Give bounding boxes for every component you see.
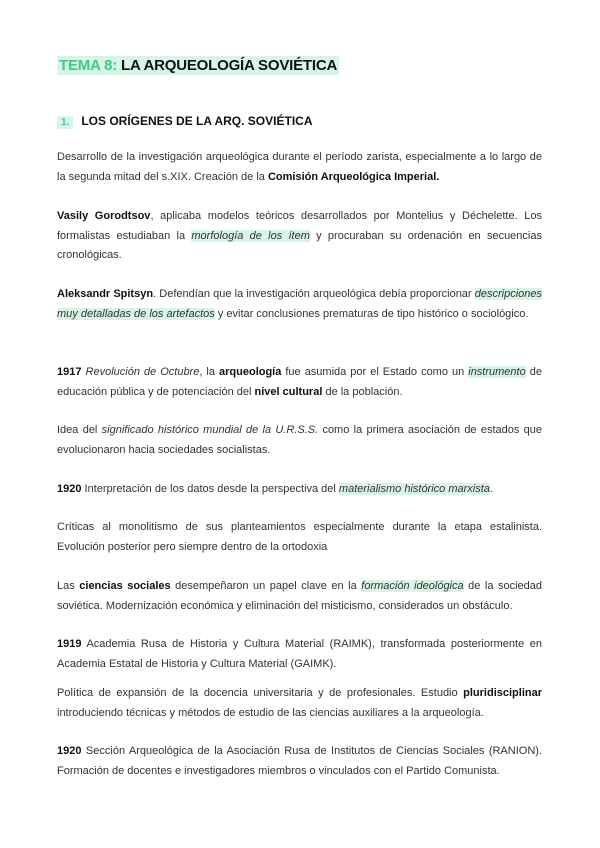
text: como la primera asociación de estados que evolucionaron hacia sociedades socialistas. — [57, 424, 543, 456]
paragraph-9 — [57, 635, 542, 674]
highlighted-text: instrumento — [468, 366, 526, 378]
paragraph-7 — [57, 518, 542, 557]
year: 1920 — [57, 745, 82, 757]
bold-text: pluridisciplinar — [463, 687, 542, 699]
highlighted-text: descripciones muy detalladas de los artefactos — [57, 288, 542, 320]
year: 1917 — [57, 366, 82, 378]
paragraph-11 — [57, 742, 542, 781]
bold-text: Vasily Gorodtsov — [57, 210, 151, 222]
paragraph-1 — [57, 148, 542, 187]
bold-text: nivel cultural — [254, 385, 323, 398]
bold-text: Aleksandr Spitsyn — [57, 288, 154, 300]
text: de la población. — [322, 385, 403, 398]
italic-text: significado histórico mundial de la U.R.S.S. — [101, 424, 319, 436]
bold-text: arqueología — [219, 366, 282, 378]
section-number: 1. — [57, 116, 73, 129]
text: Sección Arqueológica de la Asociación Rusa de Institutos de Ciencias Sociales (RANION). Formación de docentes e investigadores miembros o vinculados con el Partido Comunista. — [57, 745, 542, 777]
text: de la sociedad soviética. Modernización económica y eliminación del misticismo, considerados un obstáculo. — [57, 580, 543, 612]
year: 1919 — [57, 638, 82, 650]
paragraph-4 — [57, 363, 542, 402]
bold-text: Comisión Arqueológica Imperial — [267, 170, 437, 183]
text: desempeñaron un papel clave en la — [170, 580, 362, 592]
text: introduciendo técnicas y métodos de estudio de las ciencias auxiliares a la arqueología. — [57, 706, 484, 719]
text: , aplicaba modelos teóricos desarrollados por Montelius y Déchelette. Los formalistas estudiaban la — [57, 210, 542, 242]
section-heading — [57, 114, 312, 128]
text: , la — [199, 366, 220, 378]
title-number: TEMA 8: — [59, 57, 118, 74]
text: Interpretación de los datos desde la perspectiva del — [81, 483, 339, 495]
text: de educación pública y de potenciación del — [57, 366, 542, 398]
text: Academia Rusa de Historia y Cultura Material (RAIMK), transformada posteriormente en Academia Estatal de Historia y Cultura Material (GAIMK). — [57, 638, 542, 670]
highlighted-text: formación ideológica — [361, 580, 464, 592]
text: Política de expansión de la docencia universitaria y de profesionales. Estudio — [57, 687, 464, 699]
text: Desarrollo de la investigación arqueológica durante el período zarista, especialmente a lo largo de la segunda mitad del s.XIX. Creación de la — [57, 151, 542, 183]
paragraph-10 — [57, 684, 542, 723]
year: 1920 — [57, 483, 82, 495]
text: y procuraban su ordenación en secuencias cronológicas. — [57, 229, 542, 261]
paragraph-8 — [57, 577, 542, 616]
paragraph-2 — [57, 207, 542, 266]
highlighted-text: morfología de los ítem — [191, 229, 310, 242]
text: fue asumida por el Estado como un — [281, 366, 469, 378]
italic-text: Revolución de Octubre — [85, 366, 200, 378]
text: Idea del — [57, 424, 102, 436]
text: . Defendían que la investigación arqueológica debía proporcionar — [153, 288, 475, 300]
section-title: LOS ORÍGENES DE LA ARQ. SOVIÉTICA — [81, 114, 313, 128]
text: Críticas al monolitismo de sus planteamientos especialmente durante la etapa estalinista. Evolución posterior pero siempre dentro de la ortodoxia — [57, 521, 542, 553]
paragraph-3 — [57, 285, 542, 324]
title-text: LA ARQUEOLOGÍA SOVIÉTICA — [121, 57, 338, 74]
text: y evitar conclusiones prematuras de tipo histórico o sociológico. — [214, 307, 529, 320]
page-title — [57, 57, 339, 74]
paragraph-6 — [57, 480, 542, 500]
text: . — [489, 483, 493, 495]
text: . — [436, 170, 440, 183]
paragraph-5 — [57, 421, 542, 460]
highlighted-text: materialismo histórico marxista — [338, 483, 490, 495]
bold-text: ciencias sociales — [79, 580, 171, 592]
text: Las — [57, 580, 80, 592]
